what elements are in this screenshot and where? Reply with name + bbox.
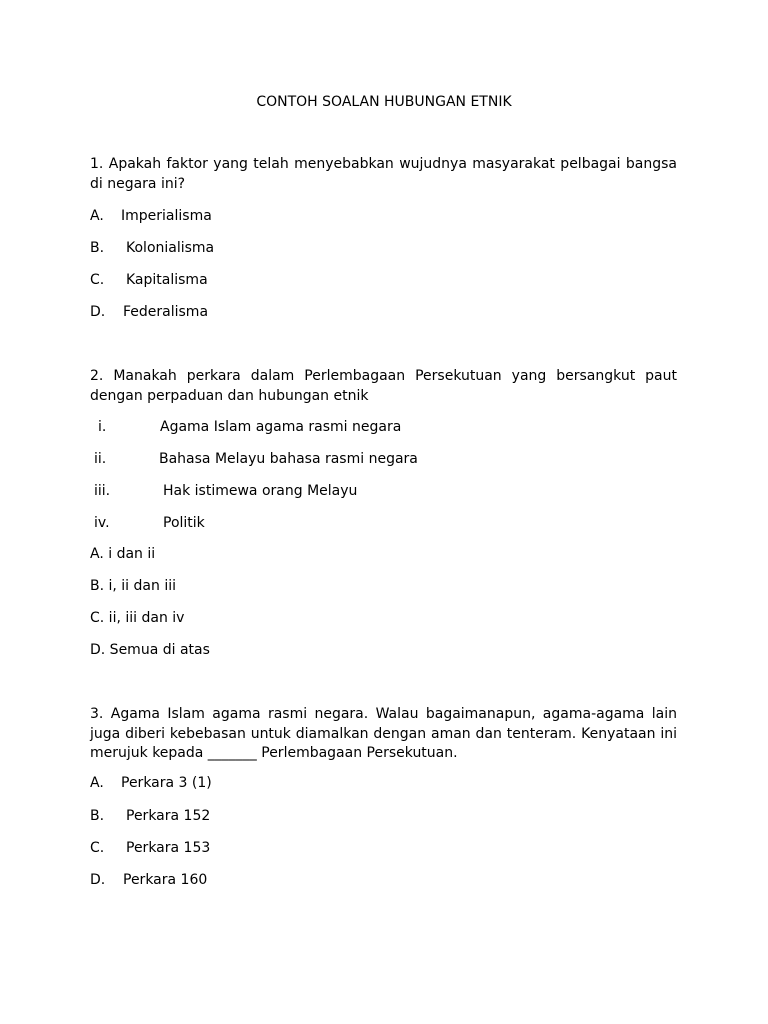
q2-option-d: D. Semua di atas xyxy=(90,642,210,658)
q3-option-b-text: Perkara 152 xyxy=(126,808,211,824)
q2-statement-4-text: Politik xyxy=(163,515,205,531)
q1-option-b-text: Kolonialisma xyxy=(126,240,215,256)
q2-statement-2-text: Bahasa Melayu bahasa rasmi negara xyxy=(159,451,418,467)
q2-statement-3-num: iii. xyxy=(94,483,111,499)
q1-option-b-letter: B. xyxy=(90,240,105,256)
q3-option-d-letter: D. xyxy=(90,872,106,888)
q3-option-c-letter: C. xyxy=(90,840,105,856)
q1-option-d-text: Federalisma xyxy=(123,304,209,320)
q3-option-a-letter: A. xyxy=(90,775,104,791)
q2-statement-1-num: i. xyxy=(98,419,107,435)
q2-statement-1-text: Agama Islam agama rasmi negara xyxy=(160,419,402,435)
q1-option-c-text: Kapitalisma xyxy=(126,272,208,288)
q1-option-d-letter: D. xyxy=(90,304,106,320)
q1-option-a-letter: A. xyxy=(90,208,104,224)
question-3-stem: 3. Agama Islam agama rasmi negara. Walau bagaimanapun, agama-agama lain juga diberi kebebasan untuk diamalkan dengan aman dan tenteram. Kenyataan ini merujuk kepada _______ Perlembagaan Persekutuan. xyxy=(90,706,677,761)
q3-option-b-letter: B. xyxy=(90,808,105,824)
q2-option-a: A. i dan ii xyxy=(90,546,156,562)
q3-option-d-text: Perkara 160 xyxy=(123,872,208,888)
page-title: CONTOH SOALAN HUBUNGAN ETNIK xyxy=(256,94,512,110)
q2-statement-2-num: ii. xyxy=(94,451,107,467)
q1-option-a-text: Imperialisma xyxy=(121,208,212,224)
q2-option-c: C. ii, iii dan iv xyxy=(90,610,185,626)
q2-statement-4-num: iv. xyxy=(94,515,110,531)
q1-option-c-letter: C. xyxy=(90,272,105,288)
q2-option-b: B. i, ii dan iii xyxy=(90,578,176,594)
question-1-stem: 1. Apakah faktor yang telah menyebabkan wujudnya masyarakat pelbagai bangsa di negara ini? xyxy=(90,156,677,192)
question-2-stem: 2. Manakah perkara dalam Perlembagaan Persekutuan yang bersangkut paut dengan perpaduan dan hubungan etnik xyxy=(90,368,677,404)
q2-statement-3-text: Hak istimewa orang Melayu xyxy=(163,483,358,499)
q3-option-a-text: Perkara 3 (1) xyxy=(121,775,212,791)
q3-option-c-text: Perkara 153 xyxy=(126,840,211,856)
